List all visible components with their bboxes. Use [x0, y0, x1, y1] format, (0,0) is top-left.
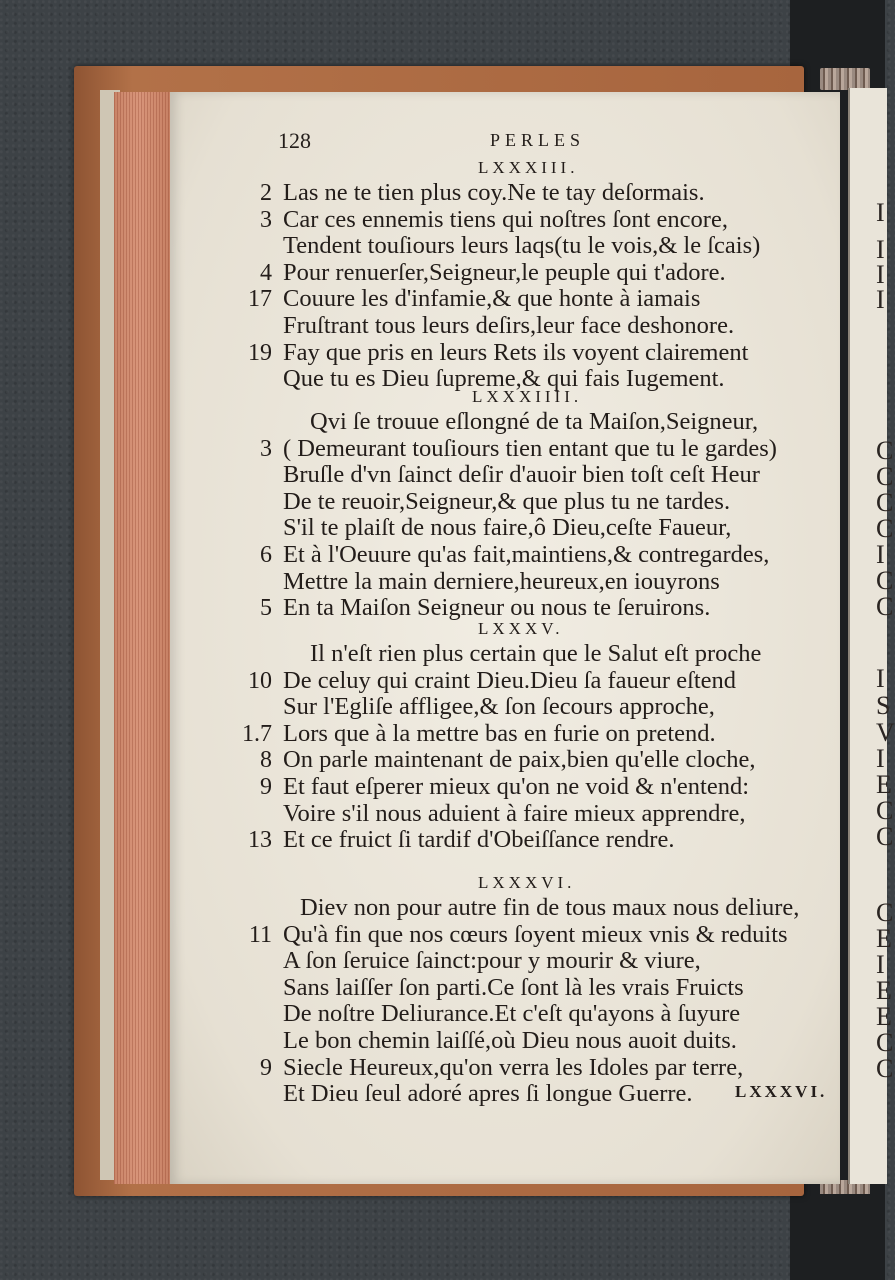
verse-line: De te reuoir,Seigneur,& que plus tu ne tardes. [283, 487, 731, 515]
facing-page-initial: I [876, 235, 885, 264]
verse-number: 3 [260, 206, 272, 233]
page-number: 128 [278, 128, 311, 153]
facing-page-initial: I [876, 198, 885, 227]
verse-number: 10 [248, 667, 272, 694]
verse-number: 8 [260, 747, 272, 774]
facing-page-initial: C [876, 514, 894, 543]
facing-page-initial: I [876, 950, 885, 979]
verse-number: 2 [260, 180, 272, 206]
verse-line: Mettre la main derniere,heureux,en iouyrons [283, 567, 720, 595]
verse-line: Qvi ſe trouue eſlongné de ta Maiſon,Seigneur, [310, 408, 759, 435]
verse-number: 6 [260, 542, 272, 568]
verse-line: Sur l'Egliſe affligee,& ſon ſecours approche, [283, 693, 715, 721]
verse-number: 5 [260, 595, 272, 622]
section-heading: LXXXV. [478, 619, 564, 638]
facing-page-initial: I [876, 260, 885, 289]
verse-number: 19 [248, 339, 272, 366]
facing-page-initial: C [876, 488, 894, 517]
verse-line: Sans laiſſer ſon parti.Ce ſont là les vrais Fruicts [283, 973, 744, 1001]
verse-line: Diev non pour autre fin de tous maux nous deliure, [300, 894, 800, 921]
facing-page-initial: E [876, 1002, 892, 1031]
verse-line: Fay que pris en leurs Rets ils voyent clairement [283, 338, 749, 366]
facing-page-initial: I [876, 285, 885, 314]
verse-number: 17 [248, 286, 272, 313]
running-head: PERLES [490, 130, 586, 150]
verse-line: Fruſtrant tous leurs deſirs,leur face deshonore. [283, 312, 735, 339]
facing-page-initial: C [876, 1054, 894, 1083]
facing-page-initial: C [876, 462, 894, 491]
verse-line: A ſon ſeruice ſainct:pour y mourir & viure, [283, 947, 701, 975]
facing-page-initial: C [876, 1028, 894, 1057]
facing-page-initial: E [876, 924, 892, 953]
facing-page-initial: C [876, 566, 894, 595]
verse-line: Couure les d'infamie,& que honte à iamais [283, 285, 701, 313]
verse-line: Bruſle d'vn ſainct deſir d'auoir bien toſt ceſt Heur [283, 461, 760, 489]
facing-page-initial: S [876, 691, 891, 720]
section-heading: LXXXIIII. [472, 387, 583, 406]
verse-line: Et ce fruict ſi tardif d'Obeiſſance rendre. [283, 826, 675, 854]
verse-line: Tendent touſiours leurs laqs(tu le vois,& le ſcais) [283, 232, 761, 260]
verse-number: 1.7 [242, 720, 272, 747]
verse-line: Siecle Heureux,qu'on verra les Idoles par terre, [283, 1053, 744, 1081]
verse-line: Lors que à la mettre bas en furie on pretend. [283, 719, 716, 747]
facing-page-initial: C [876, 898, 894, 927]
facing-page-initial: I [876, 744, 885, 773]
section-heading: LXXXIII. [478, 158, 579, 177]
facing-page-initial: V [876, 718, 895, 747]
verse-line: Et Dieu ſeul adoré apres ſi longue Guerre. [283, 1080, 693, 1108]
section-heading: LXXXVI. [478, 873, 576, 892]
catchword: LXXXVI. [735, 1082, 828, 1101]
verse-line: De celuy qui craint Dieu.Dieu ſa faueur eſtend [283, 666, 737, 694]
facing-page-initial: I [876, 540, 885, 569]
verse-number: 3 [260, 435, 272, 462]
verse-line: Et faut eſperer mieux qu'on ne void & n'entend: [283, 773, 750, 800]
verse-number: 9 [260, 1054, 272, 1081]
verse-number: 11 [248, 921, 272, 948]
verse-line: S'il te plaiſt de nous faire,ô Dieu,ceſte Faueur, [283, 514, 732, 542]
verse-number: 13 [248, 827, 272, 854]
facing-page-initial: C [876, 436, 894, 465]
verse-line: On parle maintenant de paix,bien qu'elle cloche, [283, 746, 756, 774]
facing-page-initial: C [876, 796, 894, 825]
verse-number: 4 [260, 259, 272, 286]
verse-line: Le bon chemin laiſſé,où Dieu nous auoit duits. [283, 1027, 737, 1054]
facing-page-initial: E [876, 770, 892, 799]
verse-line: En ta Maiſon Seigneur ou nous te ſeruirons. [283, 594, 711, 622]
verse-line: Il n'eſt rien plus certain que le Salut eſt proche [310, 640, 762, 667]
facing-page-initial: C [876, 592, 894, 621]
facing-page-initial: E [876, 976, 892, 1005]
facing-page-initial: I [876, 664, 885, 693]
facing-page-initial: C [876, 822, 894, 851]
verse-line: Voire s'il nous aduient à faire mieux apprendre, [283, 799, 746, 827]
verse-line: Et à l'Oeuure qu'as fait,maintiens,& contregardes, [283, 541, 770, 568]
verse-line: Car ces ennemis tiens qui noſtres ſont encore, [283, 205, 728, 233]
verse-line: Las ne te tien plus coy.Ne te tay deſormais. [283, 179, 705, 206]
verse-line: Pour renuerſer,Seigneur,le peuple qui t'adore. [283, 258, 726, 286]
verse-line: De noſtre Deliurance.Et c'eſt qu'ayons à ſuyure [283, 1000, 741, 1028]
verse-line: Que tu es Dieu ſupreme,& qui fais Iugement. [283, 365, 725, 393]
verse-line: Qu'à fin que nos cœurs ſoyent mieux vnis & reduits [283, 920, 788, 948]
verse-line: ( Demeurant touſiours tien entant que tu le gardes) [283, 434, 777, 462]
verse-number: 9 [260, 774, 272, 800]
